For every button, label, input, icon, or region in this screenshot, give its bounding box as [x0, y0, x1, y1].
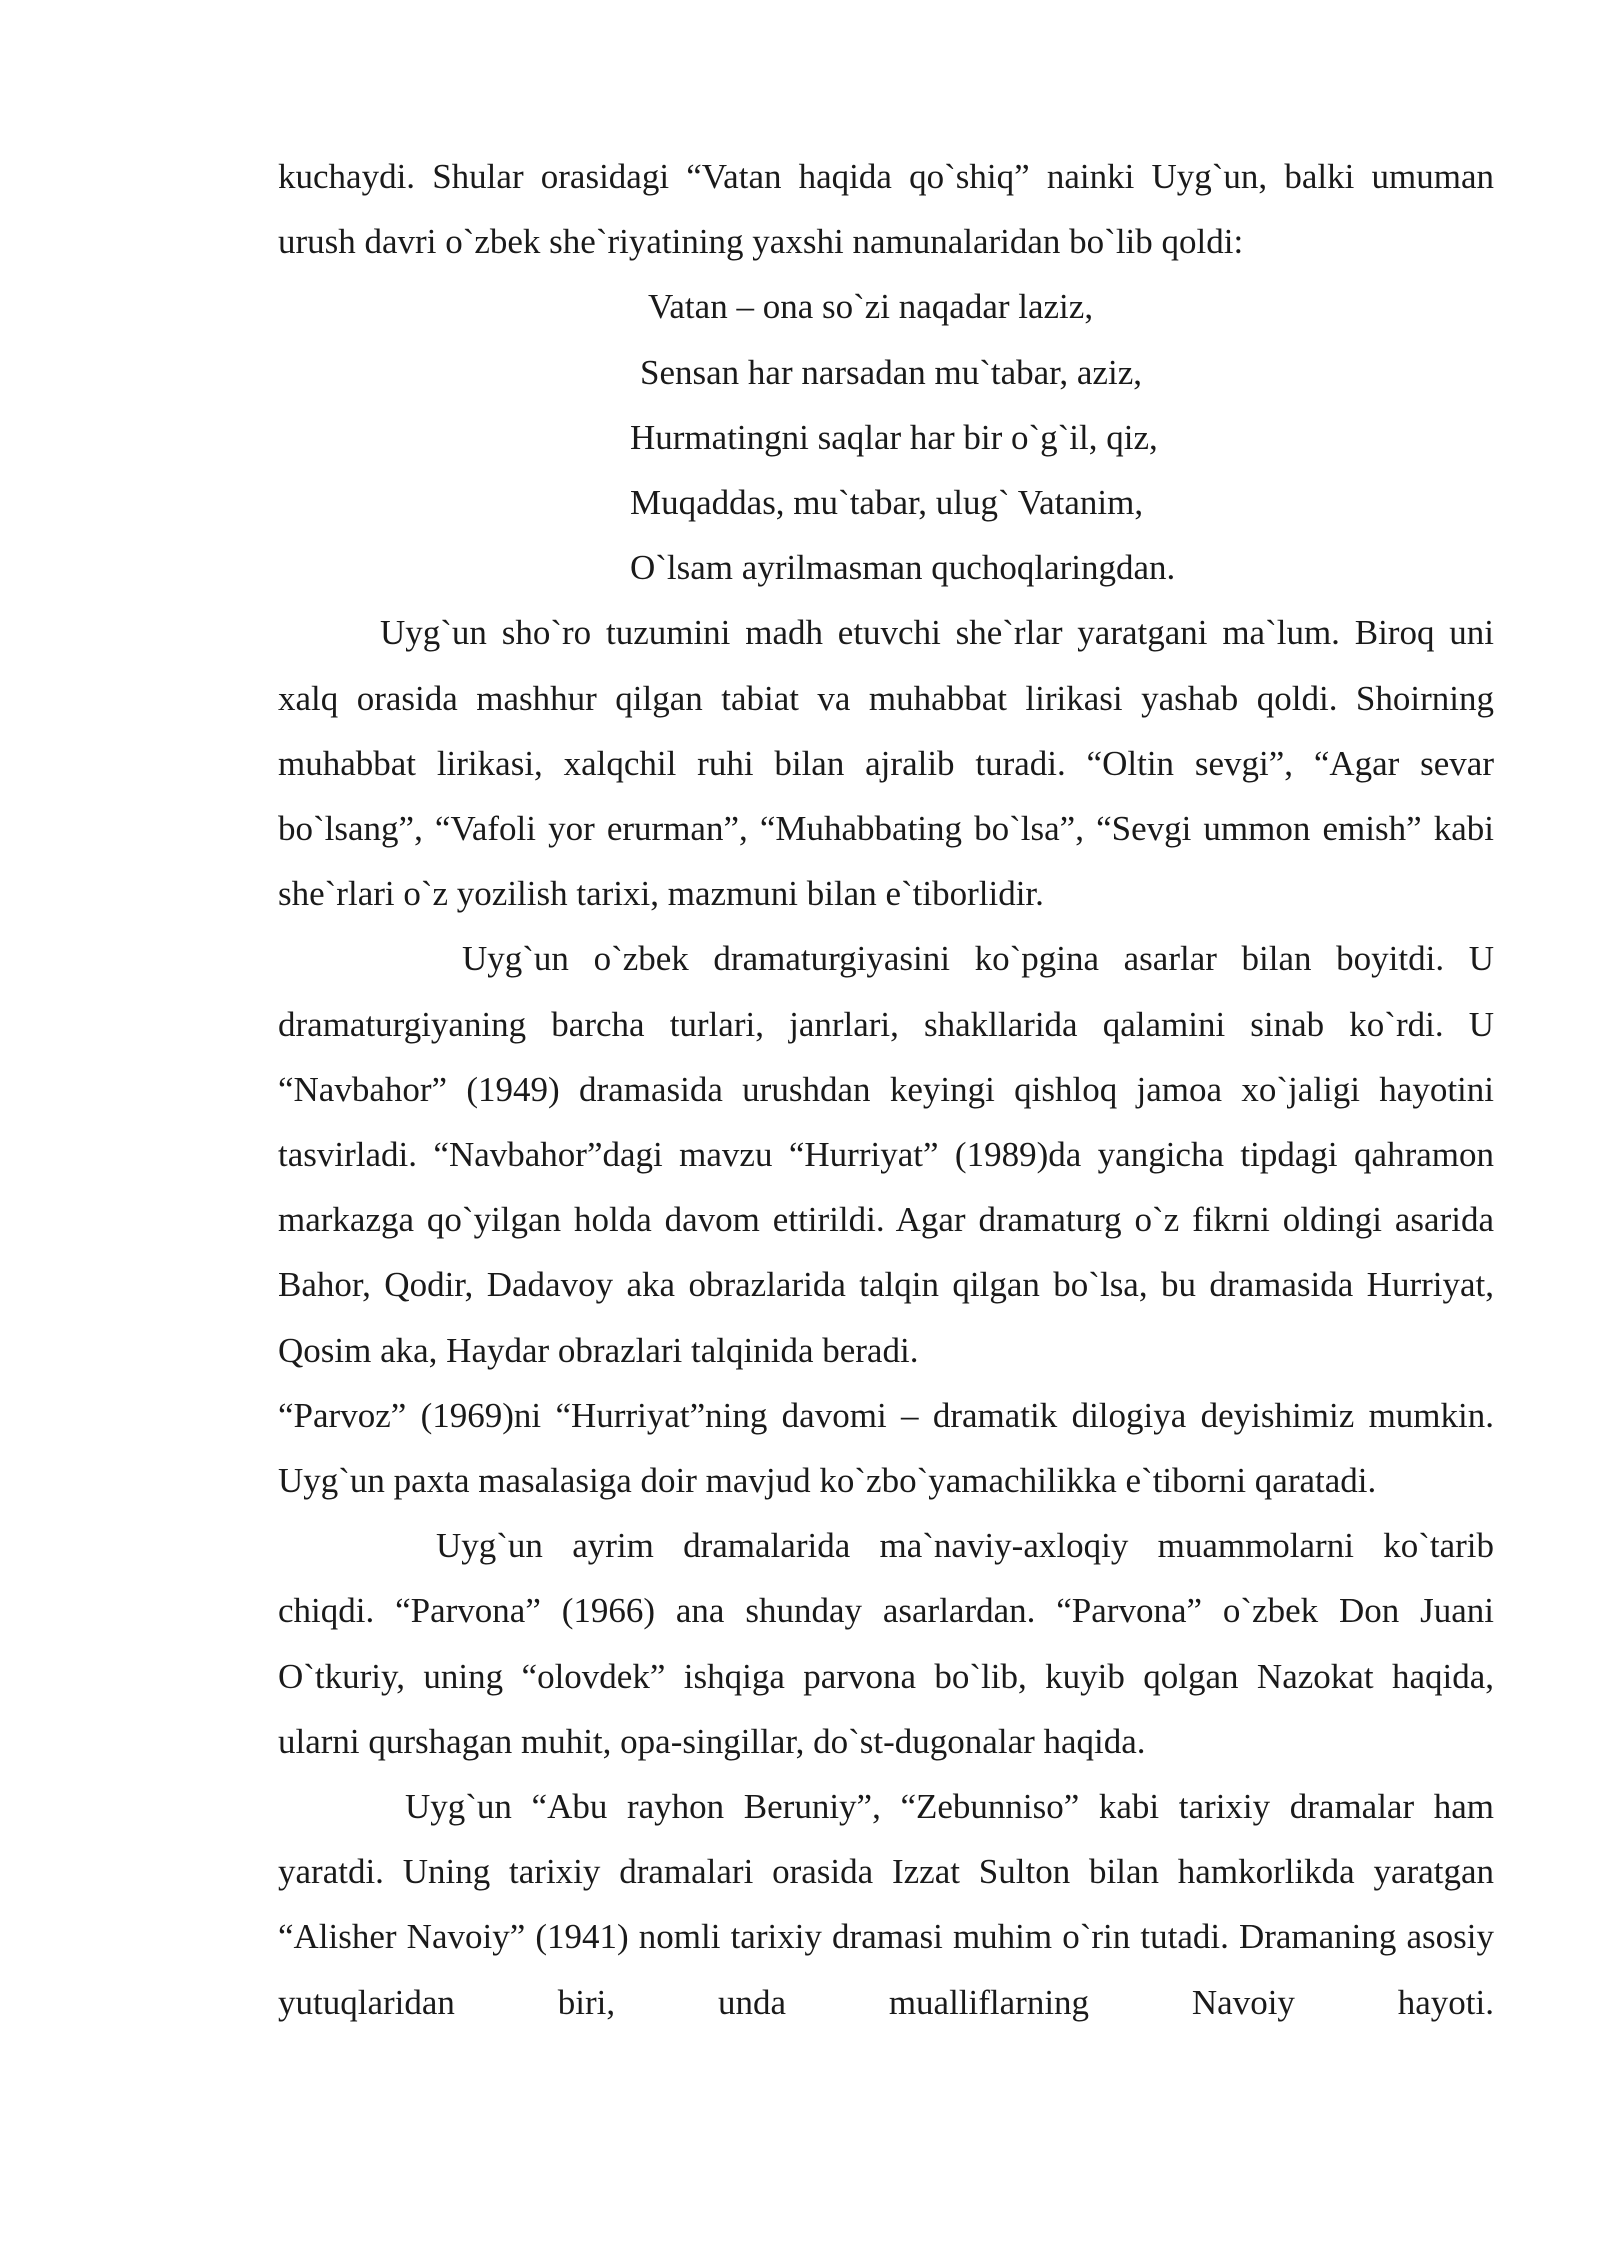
body-paragraph-parvona: Uyg`un ayrim dramalarida ma`naviy-axloqiy muammolarni ko`tarib chiqdi. “Parvona” (1966) ana shunday asarlardan. “Parvona” o`zbek Don Juani O`tkuriy, uning “olovdek” ishqiga parvona bo`lib, kuyib qolgan Nazokat haqida, ularni qurshagan muhit, opa-singillar, do`st-dugonalar haqida. [278, 1526, 1494, 1761]
body-paragraph-lyrics: Uyg`un sho`ro tuzumini madh etuvchi she`rlar yaratgani ma`lum. Biroq uni xalq orasida mashhur qilgan tabiat va muhabbat lirikasi yashab qoldi. Shoirning muhabbat lirikasi, xalqchil ruhi bilan ajralib turadi. “Oltin sevgi”, “Agar sevar bo`lsang”, “Vafoli yor erurman”, “Muhabbating bo`lsa”, “Sevgi ummon emish” kabi she`rlari o`z yozilish tarixi, mazmuni bilan e`tiborlidir. [278, 613, 1494, 914]
poem-stanza [278, 274, 1494, 600]
poem-line: Vatan – ona so`zi naqadar laziz, [648, 287, 1094, 327]
body-paragraph-parvoz: “Parvoz” (1969)ni “Hurriyat”ning davomi – dramatik dilogiya deyishimiz mumkin. Uyg`un paxta masalasiga doir mavjud ko`zbo`yamachilikka e`tiborni qaratadi. [278, 1395, 1494, 1501]
body-paragraph-historical: Uyg`un “Abu rayhon Beruniy”, “Zebunniso” kabi tarixiy dramalar ham yaratdi. Uning tarixiy dramalari orasida Izzat Sulton bilan hamkorlikda yaratgan “Alisher Navoiy” (1941) nomli tarixiy dramasi muhim o`rin tutadi. Dramaning asosiy yutuqlaridan biri, unda mualliflarning Navoiy hayoti. [278, 1787, 1494, 2022]
poem-line: Muqaddas, mu`tabar, ulug` Vatanim, [630, 483, 1144, 523]
body-paragraph-dramaturgy: Uyg`un o`zbek dramaturgiyasini ko`pgina asarlar bilan boyitdi. U dramaturgiyaning barcha turlari, janrlari, shakllarida qalamini sinab ko`rdi. U “Navbahor” (1949) dramasida urushdan keyingi qishloq jamoa xo`jaligi hayotini tasvirladi. “Navbahor”dagi mavzu “Hurriyat” (1989)da yangicha tipdagi qahramon markazga qo`yilgan holda davom ettirildi. Agar dramaturg o`z fikrni oldingi asarida Bahor, Qodir, Dadavoy aka obrazlarida talqin qilgan bo`lsa, bu dramasida Hurriyat, Qosim aka, Haydar obrazlari talqinida beradi. [278, 939, 1494, 1370]
document-page [278, 144, 1494, 2035]
poem-line: O`lsam ayrilmasman quchoqlaringdan. [630, 548, 1176, 588]
intro-paragraph: kuchaydi. Shular orasidagi “Vatan haqida qo`shiq” nainki Uyg`un, balki umuman urush davri o`zbek she`riyatining yaxshi namunalaridan bo`lib qoldi: [278, 157, 1494, 262]
poem-line: Sensan har narsadan mu`tabar, aziz, [640, 352, 1142, 392]
poem-line: Hurmatingni saqlar har bir o`g`il, qiz, [630, 417, 1158, 457]
